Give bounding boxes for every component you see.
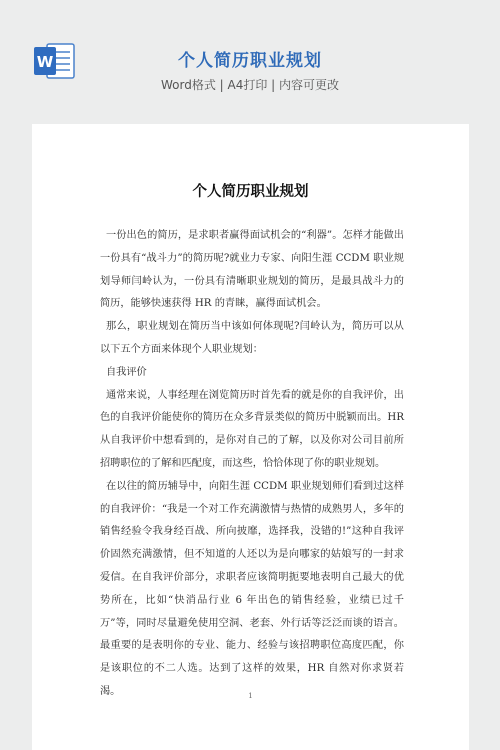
paragraph-question: 那么，职业规划在简历当中该如何体现呢?闫岭认为，简历可以从以下五个方面来体现个人职业规划： bbox=[100, 321, 404, 355]
svg-text:W: W bbox=[36, 53, 54, 71]
page-header bbox=[0, 0, 500, 108]
document-title: 个人简历职业规划 bbox=[192, 184, 309, 200]
header-title: 个人简历职业规划 bbox=[178, 51, 322, 71]
document-body bbox=[100, 225, 404, 704]
paragraph-intro: 一份出色的简历，是求职者赢得面试机会的“利器”。怎样才能做出一份具有“战斗力”的简历呢?就业力专家、向阳生涯 CCDM 职业规划导师闫岭认为，一份具有清晰职业规划的简历，是最具战斗力的简历，能够快速获得 HR 的青睐，赢得面试机会。 bbox=[100, 230, 404, 310]
header-subtitle: Word格式 | A4打印 | 内容可更改 bbox=[160, 78, 340, 92]
page-number: 1 bbox=[248, 692, 253, 700]
document-page bbox=[32, 124, 469, 750]
section-heading-self-evaluation: 自我评价 bbox=[106, 366, 147, 378]
paragraph-example: 在以往的简历辅导中，向阳生涯 CCDM 职业规划师们看到过这样的自我评价：“我是一个对工作充满激情与热情的成熟男人，多年的销售经验令我身经百战、所向披靡，选择我，没错的!”这种自我评价固然充满激情，但不知道的人还以为是向哪家的姑娘写的一封求爱信。在自我评价部分，求职者应该简明扼要地表明自己最大的优势所在，比如“快消品行业 6 年出色的销售经验，业绩已过千万”等，同时尽量避免使用空洞、老套、外行话等泛泛而谈的语言。最重要的是表明你的专业、能力、经验与该招聘职位高度匹配，你是该职位的不二人选。达到了这样的效果，HR 自然对你求贤若渴。 bbox=[100, 480, 404, 697]
paragraph-self-evaluation: 通常来说，人事经理在浏览简历时首先看的就是你的自我评价，出色的自我评价能使你的简历在众多背景类似的简历中脱颖而出。HR 从自我评价中想看到的，是你对自己的了解，以及你对公司目前所招聘职位的了解和匹配度，而这些，恰恰体现了你的职业规划。 bbox=[100, 389, 404, 469]
